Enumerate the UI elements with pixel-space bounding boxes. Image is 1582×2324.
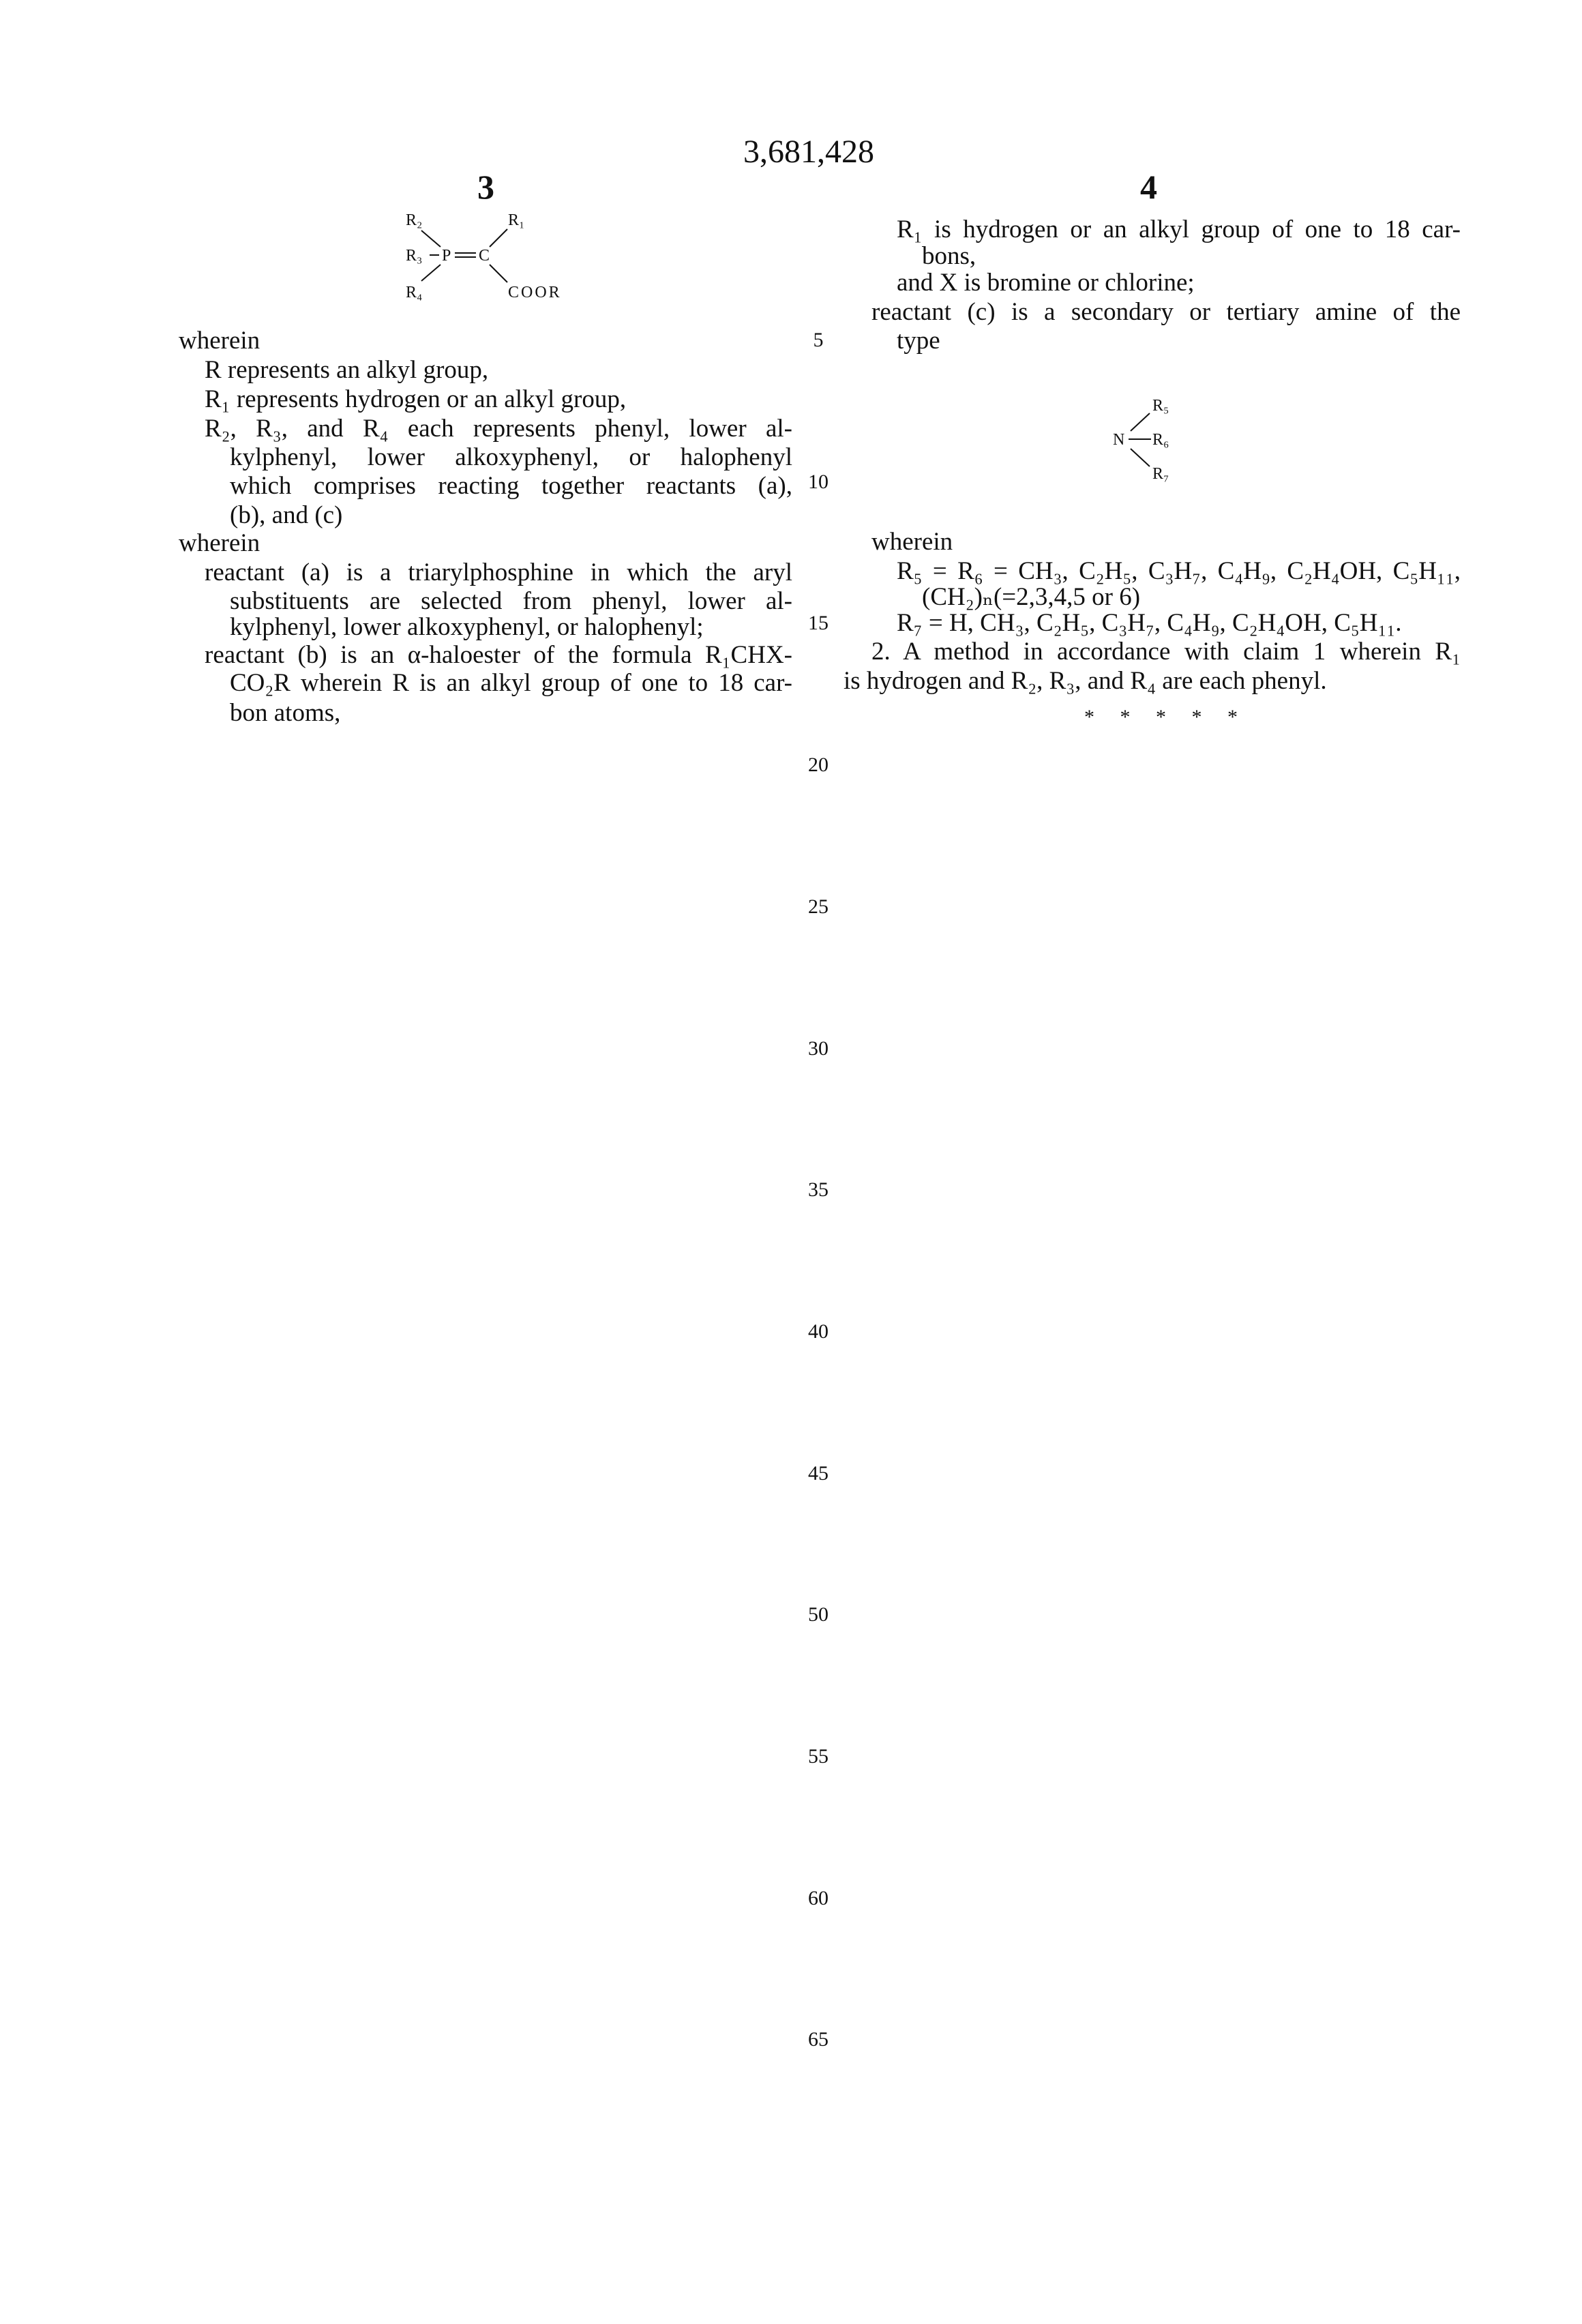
text-line: kylphenyl, lower alkoxyphenyl, or halophenyl <box>230 443 792 472</box>
line-number: 20 <box>798 754 839 777</box>
text-line: R₁ represents hydrogen or an alkyl group, <box>205 385 626 414</box>
text-line: CO₂R wherein R is an alkyl group of one to 18 car- <box>230 669 792 698</box>
patent-number: 3,681,428 <box>743 133 874 170</box>
line-number: 55 <box>798 1745 839 1768</box>
left-column-number: 3 <box>477 167 494 207</box>
text-line: reactant (a) is a triarylphosphine in which the aryl <box>205 558 792 587</box>
r4-label: R₄ <box>406 284 422 301</box>
p-label: P <box>442 247 451 265</box>
line-number: 10 <box>798 471 839 494</box>
bond-lines <box>421 229 507 282</box>
text-line: wherein <box>871 528 953 556</box>
text-line: (b), and (c) <box>230 501 342 530</box>
line-number: 15 <box>798 612 839 635</box>
text-line: and X is bromine or chlorine; <box>897 269 1195 297</box>
text-line: R₁ is hydrogen or an alkyl group of one to 18 car- <box>897 215 1461 244</box>
text-line: substituents are selected from phenyl, lower al- <box>230 587 792 616</box>
text-line: type <box>897 327 940 355</box>
r3-label: R₃ <box>406 247 422 265</box>
amine-structure-diagram <box>1111 396 1200 484</box>
text-line: wherein <box>179 529 260 558</box>
r2-label: R₂ <box>406 211 422 229</box>
text-line: which comprises reacting together reactants (a), <box>230 472 792 501</box>
text-line: reactant (b) is an α-haloester of the formula R₁CHX- <box>205 641 792 670</box>
line-number: 40 <box>798 1320 839 1343</box>
n-label: N <box>1113 431 1124 449</box>
text-line: (CH₂)ₙ(=2,3,4,5 or 6) <box>922 583 1140 612</box>
coor-label: COOR <box>508 284 562 301</box>
line-number: 35 <box>798 1178 839 1202</box>
line-number: 5 <box>798 329 839 352</box>
line-number: 65 <box>798 2028 839 2051</box>
ylide-structure-diagram <box>395 205 593 307</box>
r7-label: R₇ <box>1152 465 1169 483</box>
r5-label: R₅ <box>1152 397 1169 415</box>
end-mark: * * * * * <box>1084 706 1238 729</box>
text-line: bons, <box>922 242 976 271</box>
text-line: R₅ = R₆ = CH₃, C₂H₅, C₃H₇, C₄H₉, C₂H₄OH, C₅H₁₁, <box>897 557 1461 586</box>
line-number: 45 <box>798 1462 839 1485</box>
c-label: C <box>479 247 490 265</box>
line-number: 60 <box>798 1887 839 1910</box>
line-number: 50 <box>798 1603 839 1626</box>
text-line: wherein <box>179 327 260 355</box>
text-line: reactant (c) is a secondary or tertiary amine of the <box>871 298 1461 327</box>
right-column-number: 4 <box>1140 167 1157 207</box>
text-line: R₂, R₃, and R₄ each represents phenyl, lower al- <box>205 415 792 443</box>
text-line: kylphenyl, lower alkoxyphenyl, or halophenyl; <box>230 613 704 642</box>
text-line: bon atoms, <box>230 699 340 728</box>
line-number: 30 <box>798 1037 839 1060</box>
text-line: R₇ = H, CH₃, C₂H₅, C₃H₇, C₄H₉, C₂H₄OH, C₅H₁₁. <box>897 609 1402 638</box>
line-number: 25 <box>798 895 839 919</box>
text-line: is hydrogen and R₂, R₃, and R₄ are each phenyl. <box>844 667 1327 696</box>
r1-label: R₁ <box>508 211 524 229</box>
text-line: 2. A method in accordance with claim 1 wherein R₁ <box>871 638 1461 666</box>
text-line: R represents an alkyl group, <box>205 356 488 385</box>
r6-label: R₆ <box>1152 431 1169 449</box>
